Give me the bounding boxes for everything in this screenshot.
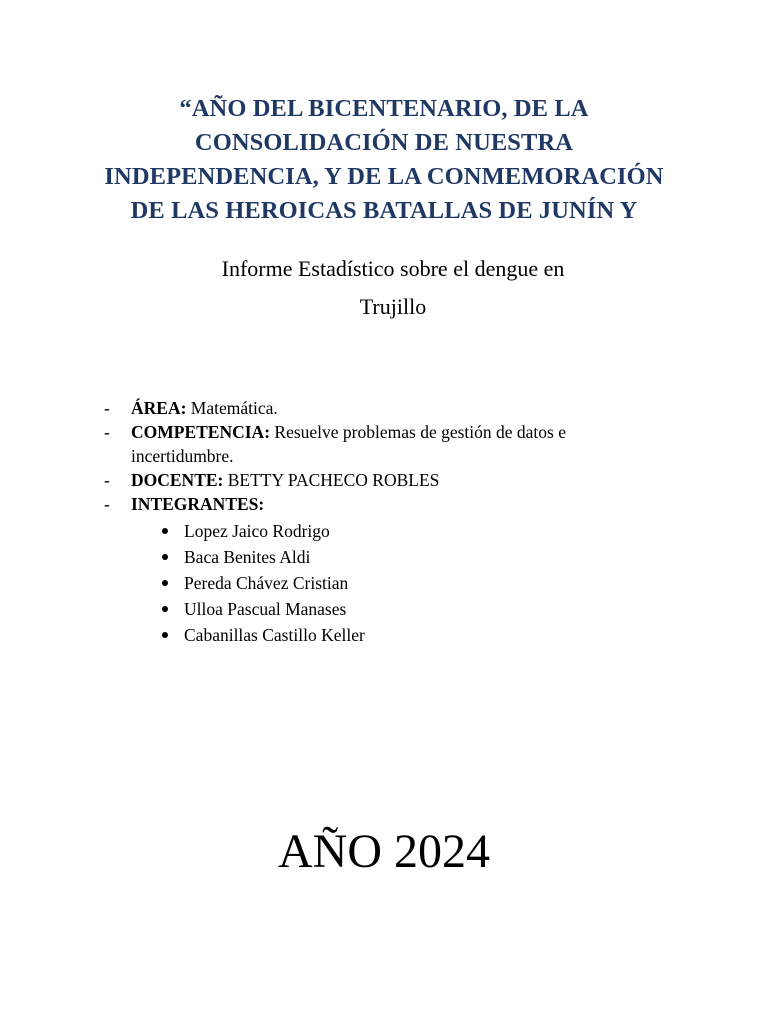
dash-marker: - [104,422,110,442]
members-list [104,518,664,648]
member-item [160,544,664,570]
competencia-value: Resuelve problemas de gestión de datos e incertidumbre. [131,422,566,466]
subtitle-line: Informe Estadístico sobre el dengue en [221,256,565,281]
bullet-icon [162,580,168,586]
document-heading [60,92,708,228]
heading-line: INDEPENDENCIA, Y DE LA CONMEMORACIÓN [104,163,664,190]
bullet-icon [162,554,168,560]
integrantes-label: INTEGRANTES: [131,494,265,514]
year-title: AÑO 2024 [278,825,490,878]
docente-value: BETTY PACHECO ROBLES [223,470,440,490]
dash-marker: - [104,470,110,490]
dash-marker: - [104,398,110,418]
area-label: ÁREA: [131,398,187,418]
member-item [160,596,664,622]
info-list [104,396,664,648]
member-name: Baca Benites Aldi [184,547,311,567]
member-item [160,570,664,596]
area-value: Matemática. [186,398,278,418]
subtitle-line: Trujillo [359,294,427,319]
heading-line: DE LAS HEROICAS BATALLAS DE JUNÍN Y [130,197,638,224]
member-name: Lopez Jaico Rodrigo [184,521,330,541]
dash-marker: - [104,494,110,514]
docente-label: DOCENTE: [131,470,224,490]
heading-line: “AÑO DEL BICENTENARIO, DE LA [179,95,589,122]
competencia-label: COMPETENCIA: [131,422,271,442]
member-name: Pereda Chávez Cristian [184,573,349,593]
competencia-item [104,420,664,468]
heading-line: CONSOLIDACIÓN DE NUESTRA [194,129,574,156]
bullet-icon [162,606,168,612]
member-item [160,622,664,648]
document-subtitle [120,250,666,326]
bullet-icon [162,528,168,534]
docente-item [104,468,664,492]
integrantes-item [104,492,664,516]
member-name: Ulloa Pascual Manases [184,599,347,619]
member-item [160,518,664,544]
member-name: Cabanillas Castillo Keller [184,625,365,645]
area-item [104,396,664,420]
bullet-icon [162,632,168,638]
